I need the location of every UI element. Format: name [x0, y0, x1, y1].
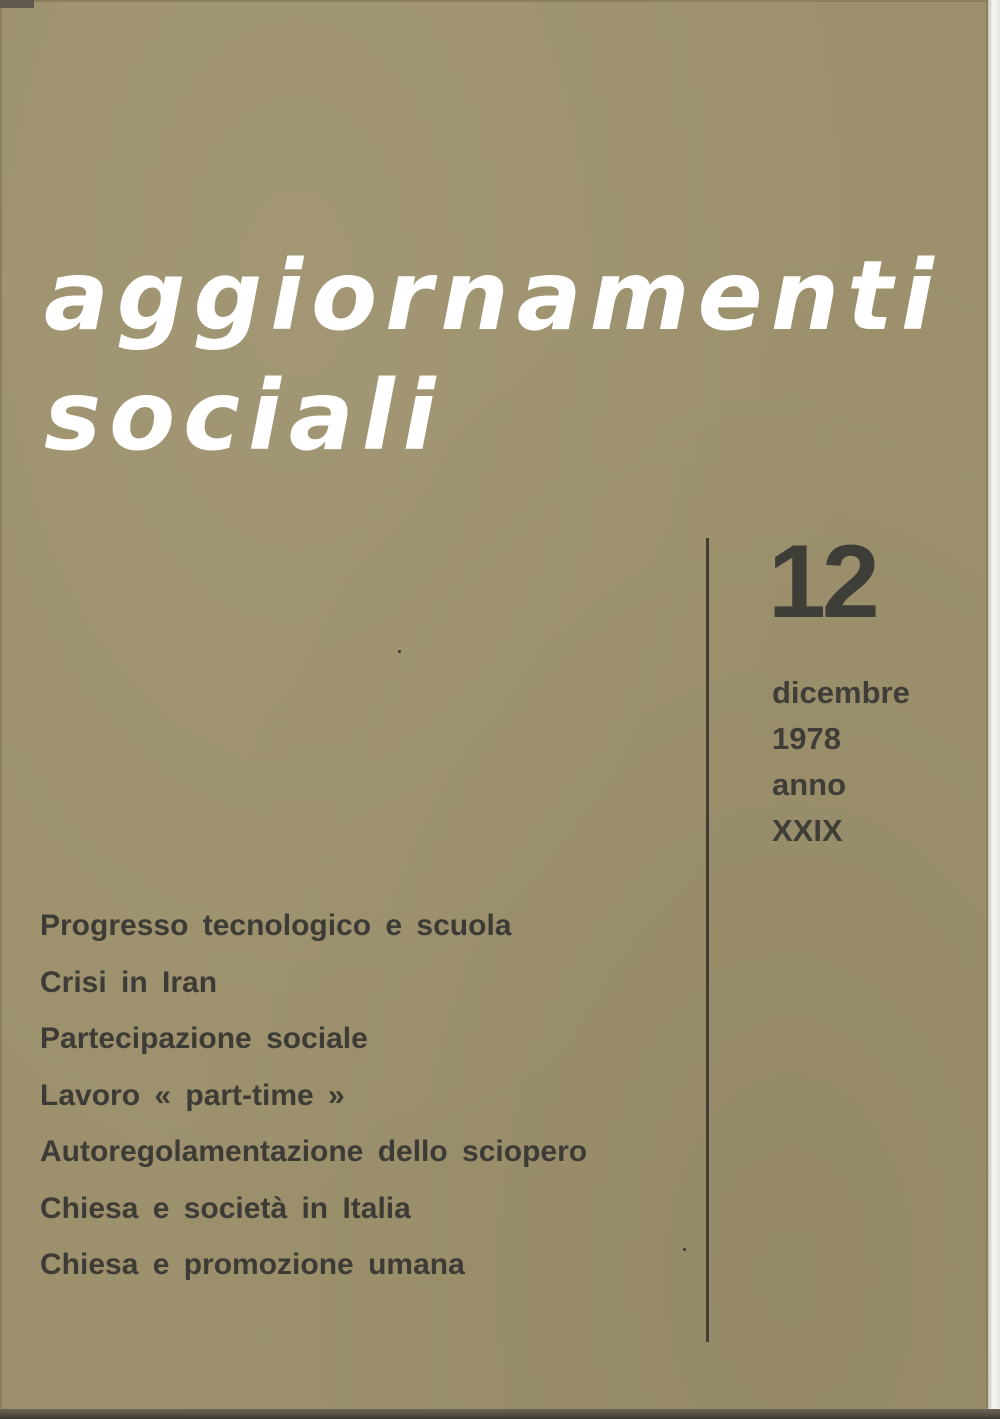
binding-edge [0, 1409, 1000, 1419]
contents-item: Crisi in Iran [40, 965, 218, 999]
table-of-contents [40, 902, 587, 1298]
masthead-title-line1: aggiornamenti [44, 240, 942, 352]
issue-anno-label: anno [772, 767, 847, 802]
page-edge [988, 0, 1000, 1419]
contents-item: Lavoro « part-time » [40, 1078, 345, 1112]
vertical-divider [706, 538, 709, 1342]
contents-item: Progresso tecnologico e scuola [40, 909, 512, 942]
issue-details [772, 670, 910, 854]
contents-item: Chiesa e promozione umana [40, 1248, 465, 1281]
issue-volume: XXIX [772, 813, 843, 848]
paper-speck [398, 650, 401, 653]
scan-corner-mark [0, 0, 34, 8]
masthead-title-line2: sociali [44, 360, 444, 472]
issue-month: dicembre [772, 675, 910, 710]
contents-item: Partecipazione sociale [40, 1022, 368, 1055]
issue-number: 12 [768, 524, 876, 640]
paper-speck [683, 1248, 686, 1251]
contents-item: Autoregolamentazione dello sciopero [40, 1135, 588, 1168]
issue-year: 1978 [772, 721, 841, 756]
contents-item: Chiesa e società in Italia [40, 1191, 411, 1225]
